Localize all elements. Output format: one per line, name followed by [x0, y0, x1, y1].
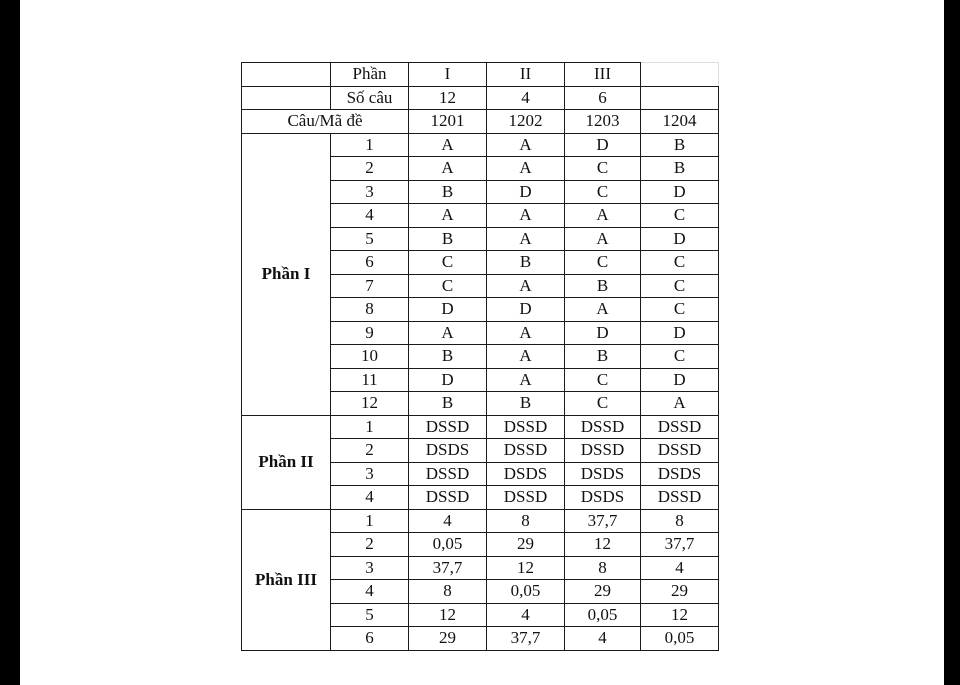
answer-cell: D: [487, 180, 565, 204]
answer-cell: A: [487, 157, 565, 181]
answer-cell: D: [409, 298, 487, 322]
header-label-so-cau: Số câu: [331, 86, 409, 110]
answer-cell: D: [641, 368, 719, 392]
answer-cell: B: [641, 157, 719, 181]
section-label: Phần III: [242, 509, 331, 650]
header-empty-cell: [242, 63, 331, 87]
answer-cell: D: [641, 180, 719, 204]
answer-cell: C: [641, 345, 719, 369]
header-label-cau-ma-de: Câu/Mã đề: [242, 110, 409, 134]
answer-key-table: [241, 62, 719, 651]
answer-cell: B: [487, 392, 565, 416]
answer-cell: C: [565, 157, 641, 181]
answer-cell: B: [641, 133, 719, 157]
answer-cell: A: [409, 321, 487, 345]
answer-cell: 29: [487, 533, 565, 557]
answer-cell: DSDS: [565, 486, 641, 510]
answer-cell: A: [409, 133, 487, 157]
question-number: 10: [331, 345, 409, 369]
question-number: 4: [331, 486, 409, 510]
question-number: 1: [331, 415, 409, 439]
answer-cell: A: [487, 204, 565, 228]
answer-cell: DSSD: [565, 439, 641, 463]
header-row-ma-de: [242, 110, 719, 134]
answer-cell: C: [565, 180, 641, 204]
answer-cell: B: [487, 251, 565, 275]
answer-cell: DSSD: [641, 415, 719, 439]
header-label-phan: Phần: [331, 63, 409, 87]
answer-cell: C: [565, 392, 641, 416]
question-number: 5: [331, 603, 409, 627]
answer-cell: D: [641, 321, 719, 345]
answer-cell: A: [487, 321, 565, 345]
answer-cell: DSDS: [487, 462, 565, 486]
table-row: [242, 509, 719, 533]
header-code-1204: 1204: [641, 110, 719, 134]
question-number: 1: [331, 133, 409, 157]
answer-cell: A: [487, 133, 565, 157]
answer-cell: 29: [641, 580, 719, 604]
answer-cell: DSDS: [641, 462, 719, 486]
header-empty-cell: [242, 86, 331, 110]
answer-cell: C: [565, 368, 641, 392]
section-label: Phần I: [242, 133, 331, 415]
table-row: [242, 415, 719, 439]
answer-cell: 37,7: [565, 509, 641, 533]
answer-cell: D: [487, 298, 565, 322]
question-number: 7: [331, 274, 409, 298]
answer-cell: DSSD: [409, 462, 487, 486]
header-phan-1: I: [409, 63, 487, 87]
question-number: 6: [331, 627, 409, 651]
answer-cell: 29: [409, 627, 487, 651]
answer-cell: DSDS: [565, 462, 641, 486]
answer-cell: C: [641, 298, 719, 322]
answer-cell: B: [409, 227, 487, 251]
header-so-cau-3: 6: [565, 86, 641, 110]
question-number: 3: [331, 556, 409, 580]
answer-cell: D: [409, 368, 487, 392]
question-number: 2: [331, 157, 409, 181]
header-code-1202: 1202: [487, 110, 565, 134]
answer-cell: A: [641, 392, 719, 416]
header-row-phan: [242, 63, 719, 87]
answer-cell: C: [409, 251, 487, 275]
answer-cell: B: [409, 392, 487, 416]
answer-cell: A: [565, 298, 641, 322]
header-so-cau-2: 4: [487, 86, 565, 110]
answer-cell: 0,05: [565, 603, 641, 627]
section-label: Phần II: [242, 415, 331, 509]
answer-cell: A: [487, 345, 565, 369]
answer-cell: DSSD: [487, 415, 565, 439]
header-row-so-cau: [242, 86, 719, 110]
answer-cell: B: [409, 345, 487, 369]
question-number: 4: [331, 580, 409, 604]
answer-cell: B: [565, 345, 641, 369]
header-phan-3: III: [565, 63, 641, 87]
answer-cell: C: [409, 274, 487, 298]
answer-cell: C: [641, 204, 719, 228]
answer-cell: B: [409, 180, 487, 204]
answer-cell: 0,05: [487, 580, 565, 604]
answer-cell: D: [565, 321, 641, 345]
question-number: 11: [331, 368, 409, 392]
document-page: [20, 0, 944, 685]
answer-cell: 8: [487, 509, 565, 533]
answer-cell: 37,7: [487, 627, 565, 651]
answer-cell: D: [641, 227, 719, 251]
answer-cell: DSSD: [409, 415, 487, 439]
answer-cell: 4: [641, 556, 719, 580]
question-number: 4: [331, 204, 409, 228]
answer-cell: DSSD: [641, 486, 719, 510]
question-number: 1: [331, 509, 409, 533]
answer-cell: DSSD: [565, 415, 641, 439]
answer-cell: A: [565, 204, 641, 228]
answer-cell: 12: [565, 533, 641, 557]
question-number: 2: [331, 439, 409, 463]
answer-cell: 12: [641, 603, 719, 627]
answer-cell: 8: [565, 556, 641, 580]
answer-cell: DSSD: [409, 486, 487, 510]
header-so-cau-4: [641, 86, 719, 110]
header-code-1201: 1201: [409, 110, 487, 134]
answer-cell: 0,05: [641, 627, 719, 651]
question-number: 2: [331, 533, 409, 557]
answer-cell: 4: [487, 603, 565, 627]
answer-cell: A: [565, 227, 641, 251]
answer-cell: A: [487, 368, 565, 392]
answer-cell: 37,7: [409, 556, 487, 580]
question-number: 3: [331, 462, 409, 486]
question-number: 6: [331, 251, 409, 275]
answer-cell: A: [409, 157, 487, 181]
header-phan-4: [641, 63, 719, 87]
question-number: 3: [331, 180, 409, 204]
question-number: 12: [331, 392, 409, 416]
answer-key-body: [242, 63, 719, 651]
answer-cell: 8: [641, 509, 719, 533]
answer-cell: DSSD: [641, 439, 719, 463]
answer-cell: C: [641, 251, 719, 275]
answer-cell: 8: [409, 580, 487, 604]
answer-cell: 37,7: [641, 533, 719, 557]
answer-cell: 12: [409, 603, 487, 627]
answer-cell: A: [409, 204, 487, 228]
answer-cell: DSDS: [409, 439, 487, 463]
answer-cell: 0,05: [409, 533, 487, 557]
question-number: 5: [331, 227, 409, 251]
question-number: 9: [331, 321, 409, 345]
header-so-cau-1: 12: [409, 86, 487, 110]
header-code-1203: 1203: [565, 110, 641, 134]
answer-cell: DSSD: [487, 486, 565, 510]
answer-cell: 4: [409, 509, 487, 533]
question-number: 8: [331, 298, 409, 322]
answer-cell: B: [565, 274, 641, 298]
answer-cell: A: [487, 227, 565, 251]
table-row: [242, 133, 719, 157]
header-phan-2: II: [487, 63, 565, 87]
answer-cell: DSSD: [487, 439, 565, 463]
answer-cell: A: [487, 274, 565, 298]
answer-cell: D: [565, 133, 641, 157]
answer-cell: 29: [565, 580, 641, 604]
answer-cell: 4: [565, 627, 641, 651]
answer-cell: C: [641, 274, 719, 298]
answer-cell: 12: [487, 556, 565, 580]
answer-cell: C: [565, 251, 641, 275]
